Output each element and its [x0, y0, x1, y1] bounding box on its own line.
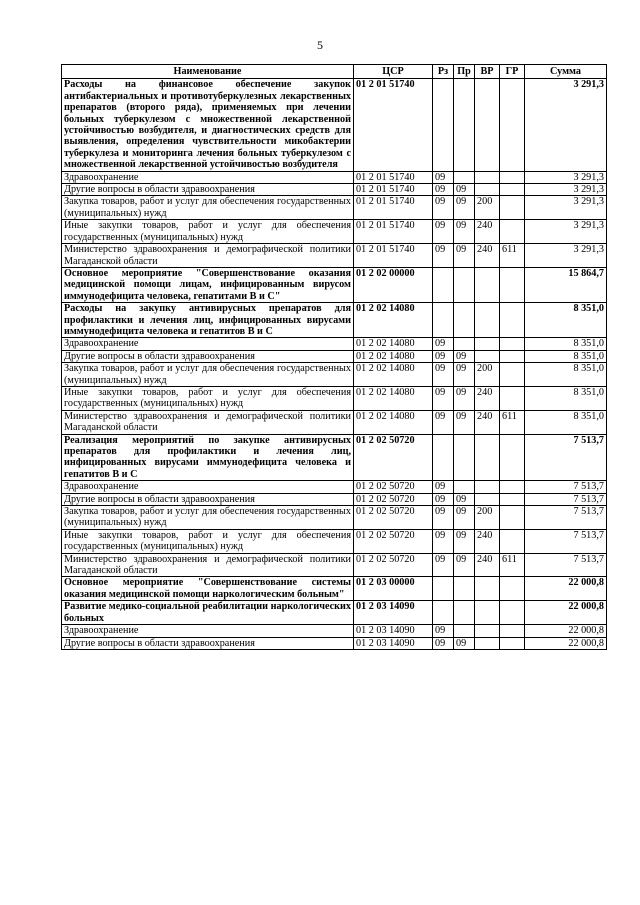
cell-name: Другие вопросы в области здравоохранения [62, 493, 354, 505]
cell-gr [500, 386, 525, 410]
cell-sum: 7 513,7 [525, 481, 607, 493]
cell-rz: 09 [433, 410, 454, 434]
cell-rz: 09 [433, 338, 454, 350]
cell-vr: 240 [475, 386, 500, 410]
cell-name: Министерство здравоохранения и демографической политики Магаданской области [62, 410, 354, 434]
cell-pr [454, 79, 475, 171]
cell-rz: 09 [433, 220, 454, 244]
cell-name: Закупка товаров, работ и услуг для обеспечения государственных (муниципальных) нужд [62, 363, 354, 387]
cell-name: Другие вопросы в области здравоохранения [62, 184, 354, 196]
cell-name: Здравоохранение [62, 171, 354, 183]
cell-pr [454, 267, 475, 302]
table-row [62, 171, 607, 183]
table-row [62, 481, 607, 493]
cell-csr: 01 2 02 14080 [354, 363, 433, 387]
cell-vr [475, 625, 500, 637]
cell-csr: 01 2 03 14090 [354, 637, 433, 649]
table-row [62, 196, 607, 220]
cell-csr: 01 2 02 50720 [354, 553, 433, 577]
cell-vr [475, 79, 500, 171]
cell-pr: 09 [454, 529, 475, 553]
cell-name: Здравоохранение [62, 481, 354, 493]
cell-pr: 09 [454, 350, 475, 362]
cell-vr [475, 577, 500, 601]
cell-name: Министерство здравоохранения и демографической политики Магаданской области [62, 244, 354, 268]
cell-rz: 09 [433, 481, 454, 493]
cell-gr: 611 [500, 410, 525, 434]
cell-vr [475, 171, 500, 183]
cell-csr: 01 2 02 50720 [354, 481, 433, 493]
cell-pr: 09 [454, 244, 475, 268]
cell-csr: 01 2 02 14080 [354, 386, 433, 410]
table-row [62, 244, 607, 268]
cell-name: Другие вопросы в области здравоохранения [62, 637, 354, 649]
cell-rz [433, 577, 454, 601]
header-name: Наименование [62, 65, 354, 79]
cell-csr: 01 2 02 50720 [354, 529, 433, 553]
cell-pr: 09 [454, 363, 475, 387]
cell-pr: 09 [454, 386, 475, 410]
page-number: 5 [317, 38, 323, 52]
cell-csr: 01 2 01 51740 [354, 244, 433, 268]
cell-gr [500, 303, 525, 338]
cell-name: Расходы на закупку антивирусных препаратов для профилактики и лечения лиц, инфицированных вирусами иммунодефицита человека и гепатитов В и С [62, 303, 354, 338]
cell-gr [500, 338, 525, 350]
table-row [62, 386, 607, 410]
cell-vr [475, 481, 500, 493]
table-row [62, 493, 607, 505]
cell-sum: 7 513,7 [525, 434, 607, 481]
header-sum: Сумма [525, 65, 607, 79]
cell-name: Основное мероприятие "Совершенствование системы оказания медицинской помощи наркологическим больным" [62, 577, 354, 601]
cell-name: Иные закупки товаров, работ и услуг для обеспечения государственных (муниципальных) нужд [62, 529, 354, 553]
cell-name: Иные закупки товаров, работ и услуг для обеспечения государственных (муниципальных) нужд [62, 220, 354, 244]
cell-rz [433, 434, 454, 481]
header-pr: Пр [454, 65, 475, 79]
cell-sum: 22 000,8 [525, 637, 607, 649]
table-row [62, 220, 607, 244]
cell-rz [433, 79, 454, 171]
cell-sum: 8 351,0 [525, 410, 607, 434]
cell-csr: 01 2 03 14090 [354, 625, 433, 637]
table-row [62, 434, 607, 481]
table-row [62, 184, 607, 196]
cell-name: Расходы на финансовое обеспечение закупок антибактериальных и противотуберкулезных лекарственных препаратов (второго ряда), применяемых при лечении больных туберкулезом с множественной лекарственной устойчивостью возбудителя, и диагностических средств для выявления, определения чувствительности микобактерии туберкулеза и мониторинга лечения больных туберкулезом с множественной лекарственной устойчивостью возбудителя [62, 79, 354, 171]
cell-sum: 3 291,3 [525, 244, 607, 268]
cell-csr: 01 2 01 51740 [354, 79, 433, 171]
cell-pr [454, 577, 475, 601]
cell-sum: 7 513,7 [525, 529, 607, 553]
table-row [62, 363, 607, 387]
cell-vr [475, 434, 500, 481]
cell-rz: 09 [433, 184, 454, 196]
cell-gr [500, 363, 525, 387]
cell-sum: 3 291,3 [525, 79, 607, 171]
cell-rz: 09 [433, 506, 454, 530]
cell-csr: 01 2 01 51740 [354, 184, 433, 196]
cell-rz: 09 [433, 493, 454, 505]
cell-vr: 240 [475, 553, 500, 577]
cell-name: Здравоохранение [62, 625, 354, 637]
cell-pr [454, 303, 475, 338]
cell-gr [500, 350, 525, 362]
cell-name: Развитие медико-социальной реабилитации наркологических больных [62, 601, 354, 625]
cell-rz: 09 [433, 637, 454, 649]
cell-rz: 09 [433, 625, 454, 637]
cell-sum: 22 000,8 [525, 577, 607, 601]
cell-gr [500, 481, 525, 493]
cell-pr: 09 [454, 493, 475, 505]
cell-rz [433, 303, 454, 338]
cell-csr: 01 2 02 50720 [354, 506, 433, 530]
cell-sum: 8 351,0 [525, 303, 607, 338]
cell-sum: 8 351,0 [525, 338, 607, 350]
cell-vr: 200 [475, 196, 500, 220]
cell-csr: 01 2 03 14090 [354, 601, 433, 625]
cell-rz: 09 [433, 244, 454, 268]
cell-vr: 200 [475, 506, 500, 530]
cell-name: Закупка товаров, работ и услуг для обеспечения государственных (муниципальных) нужд [62, 506, 354, 530]
cell-sum: 15 864,7 [525, 267, 607, 302]
cell-csr: 01 2 01 51740 [354, 196, 433, 220]
cell-gr [500, 171, 525, 183]
cell-pr: 09 [454, 196, 475, 220]
cell-vr [475, 184, 500, 196]
cell-gr [500, 434, 525, 481]
cell-gr [500, 637, 525, 649]
cell-name: Иные закупки товаров, работ и услуг для обеспечения государственных (муниципальных) нужд [62, 386, 354, 410]
cell-name: Министерство здравоохранения и демографической политики Магаданской области [62, 553, 354, 577]
cell-pr: 09 [454, 184, 475, 196]
cell-gr [500, 506, 525, 530]
header-rz: Рз [433, 65, 454, 79]
cell-vr [475, 493, 500, 505]
cell-sum: 3 291,3 [525, 171, 607, 183]
header-vr: ВР [475, 65, 500, 79]
cell-rz: 09 [433, 553, 454, 577]
cell-csr: 01 2 02 50720 [354, 434, 433, 481]
table-row [62, 303, 607, 338]
cell-pr [454, 601, 475, 625]
cell-pr [454, 338, 475, 350]
table-row [62, 338, 607, 350]
cell-vr: 200 [475, 363, 500, 387]
cell-pr [454, 171, 475, 183]
budget-table [61, 64, 607, 650]
cell-pr: 09 [454, 506, 475, 530]
cell-gr [500, 267, 525, 302]
table-row [62, 601, 607, 625]
cell-csr: 01 2 02 50720 [354, 493, 433, 505]
cell-name: Реализация мероприятий по закупке антивирусных препаратов для профилактики и лечения лиц, инфицированных вирусами иммунодефицита человека и гепатитов В и С [62, 434, 354, 481]
cell-rz: 09 [433, 386, 454, 410]
cell-rz: 09 [433, 171, 454, 183]
cell-sum: 8 351,0 [525, 350, 607, 362]
table-row [62, 267, 607, 302]
cell-vr [475, 637, 500, 649]
table-row [62, 577, 607, 601]
cell-vr: 240 [475, 244, 500, 268]
table-row [62, 410, 607, 434]
cell-pr [454, 625, 475, 637]
cell-gr [500, 79, 525, 171]
table-row [62, 79, 607, 171]
cell-csr: 01 2 02 14080 [354, 303, 433, 338]
cell-csr: 01 2 01 51740 [354, 171, 433, 183]
cell-sum: 3 291,3 [525, 196, 607, 220]
cell-sum: 7 513,7 [525, 506, 607, 530]
cell-vr [475, 267, 500, 302]
cell-csr: 01 2 02 14080 [354, 410, 433, 434]
cell-vr: 240 [475, 529, 500, 553]
cell-sum: 3 291,3 [525, 184, 607, 196]
cell-vr [475, 303, 500, 338]
cell-gr: 611 [500, 244, 525, 268]
cell-rz: 09 [433, 363, 454, 387]
cell-gr [500, 625, 525, 637]
cell-pr: 09 [454, 553, 475, 577]
cell-vr: 240 [475, 410, 500, 434]
cell-rz [433, 267, 454, 302]
cell-sum: 7 513,7 [525, 493, 607, 505]
cell-pr: 09 [454, 220, 475, 244]
cell-vr [475, 350, 500, 362]
cell-gr: 611 [500, 553, 525, 577]
cell-name: Другие вопросы в области здравоохранения [62, 350, 354, 362]
cell-gr [500, 184, 525, 196]
table-header-row [62, 65, 607, 79]
cell-sum: 8 351,0 [525, 386, 607, 410]
table-row [62, 625, 607, 637]
cell-csr: 01 2 02 14080 [354, 350, 433, 362]
table-row [62, 506, 607, 530]
cell-sum: 3 291,3 [525, 220, 607, 244]
cell-name: Здравоохранение [62, 338, 354, 350]
cell-rz [433, 601, 454, 625]
table-row [62, 637, 607, 649]
cell-sum: 8 351,0 [525, 363, 607, 387]
cell-csr: 01 2 02 14080 [354, 338, 433, 350]
cell-csr: 01 2 02 00000 [354, 267, 433, 302]
cell-rz: 09 [433, 350, 454, 362]
cell-vr [475, 601, 500, 625]
table-row [62, 553, 607, 577]
table-row [62, 350, 607, 362]
header-gr: ГР [500, 65, 525, 79]
cell-csr: 01 2 03 00000 [354, 577, 433, 601]
cell-rz: 09 [433, 529, 454, 553]
cell-csr: 01 2 01 51740 [354, 220, 433, 244]
cell-name: Закупка товаров, работ и услуг для обеспечения государственных (муниципальных) нужд [62, 196, 354, 220]
cell-sum: 22 000,8 [525, 625, 607, 637]
cell-name: Основное мероприятие "Совершенствование оказания медицинской помощи лицам, инфицированным вирусом иммунодефицита человека, гепатитами В и С" [62, 267, 354, 302]
cell-gr [500, 577, 525, 601]
cell-gr [500, 601, 525, 625]
cell-sum: 22 000,8 [525, 601, 607, 625]
cell-vr: 240 [475, 220, 500, 244]
table-row [62, 529, 607, 553]
header-csr: ЦСР [354, 65, 433, 79]
cell-gr [500, 529, 525, 553]
cell-pr [454, 481, 475, 493]
cell-gr [500, 196, 525, 220]
cell-pr [454, 434, 475, 481]
cell-sum: 7 513,7 [525, 553, 607, 577]
cell-gr [500, 220, 525, 244]
cell-gr [500, 493, 525, 505]
table-body [62, 79, 607, 650]
cell-rz: 09 [433, 196, 454, 220]
cell-vr [475, 338, 500, 350]
cell-pr: 09 [454, 637, 475, 649]
cell-pr: 09 [454, 410, 475, 434]
